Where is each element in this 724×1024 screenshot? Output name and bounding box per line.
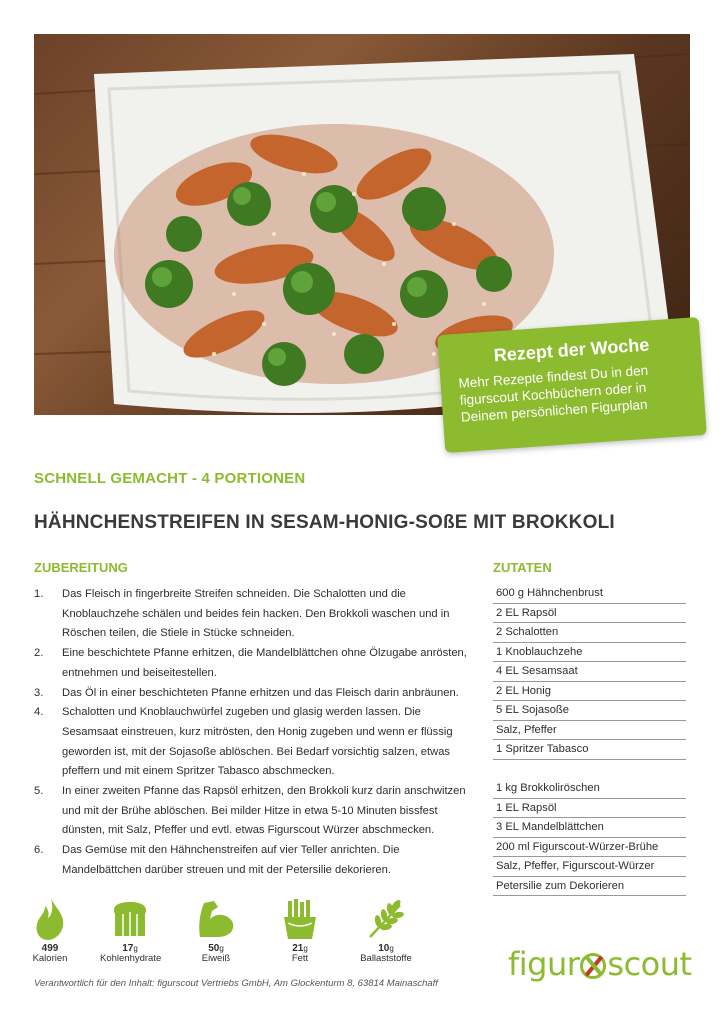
figurscout-logo: figur scout	[508, 945, 692, 983]
ingredient-item: 2 EL Honig	[493, 682, 686, 702]
flame-icon	[20, 897, 80, 941]
ingredient-item: 4 EL Sesamsaat	[493, 662, 686, 682]
nutrition-label: Kalorien	[32, 953, 68, 964]
ingredient-item: 2 Schalotten	[493, 623, 686, 643]
badge-title: Rezept der Woche	[493, 334, 650, 366]
fries-icon	[270, 897, 330, 941]
step-text: Das Fleisch in fingerbreite Streifen schneiden. Die Schalotten und die Knoblauchzehe schälen und beides fein hacken. Den Brokkoli waschen und in Röschen teilen, die Stiele in Stücke schneiden.	[62, 588, 450, 640]
step-text: Das Gemüse mit den Hähnchenstreifen auf vier Teller anrichten. Die Mandelbättchen darüber streuen und mit der Petersilie dekorieren.	[62, 844, 400, 876]
ingredients-heading: ZUTATEN	[493, 560, 552, 575]
nutrition-label: Fett	[291, 953, 309, 964]
step-text: Das Öl in einer beschichteten Pfanne erhitzen und das Fleisch darin anbräunen.	[62, 686, 459, 699]
badge-text: Mehr Rezepte findest Du in den figurscout Kochbüchern oder in Deinem persönlichen Figurplan	[458, 362, 649, 425]
logo-mark-icon	[580, 953, 606, 979]
ingredient-item: 600 g Hähnchenbrust	[493, 584, 686, 604]
nutrition-label: Kohlenhydrate	[100, 953, 162, 964]
nutrition-carbs: 17g Kohlenhydrate	[100, 897, 160, 964]
recipe-of-the-week-badge	[437, 317, 707, 453]
ingredient-item: 3 EL Mandelblättchen	[493, 818, 686, 838]
footer-imprint: Verantwortlich für den Inhalt: figurscout Vertriebs GmbH, Am Glockenturm 8, 63814 Mainaschaff	[34, 978, 438, 989]
nutrition-label: Ballaststoffe	[360, 953, 412, 964]
nutrition-calories: 499 Kalorien	[20, 897, 80, 964]
ingredient-item: 200 ml Figurscout-Würzer-Brühe	[493, 838, 686, 858]
preparation-steps	[34, 585, 474, 881]
nutrition-label: Eiweiß	[201, 953, 231, 964]
ingredient-gap	[493, 760, 686, 780]
ingredient-item: 1 kg Brokkoliröschen	[493, 779, 686, 799]
ingredient-item: 1 Knoblauchzehe	[493, 643, 686, 663]
ingredient-item: 2 EL Rapsöl	[493, 604, 686, 624]
wheat-icon	[356, 897, 416, 941]
ingredient-item: Petersilie zum Dekorieren	[493, 877, 686, 897]
bicep-icon	[186, 897, 246, 941]
nutrition-protein: 50g Eiweiß	[186, 897, 246, 964]
step-item: 3. Das Öl in einer beschichteten Pfanne erhitzen und das Fleisch darin anbräunen.	[34, 686, 459, 699]
step-text: Schalotten und Knoblauchwürfel zugeben und glasig werden lassen. Die Sesamsaat einstreuen, kurz mitrösten, den Honig zugeben und wenn er flüssig geworden ist, mit der Sojasoße ablöschen. Bei Bedarf vorsichtig salzen, etwas pfeffern und mit einem Spritzer Tabasco abschmecken.	[62, 706, 453, 778]
step-item: 2. Eine beschichtete Pfanne erhitzen, die Mandelblättchen ohne Ölzugabe anrösten, entnehmen und beiseitestellen.	[34, 647, 467, 679]
step-text: In einer zweiten Pfanne das Rapsöl erhitzen, den Brokkoli kurz darin anschwitzen und mit der Brühe ablöschen. Bei milder Hitze in etwa 5-10 Minuten bissfest dünsten, mit Salz, Pfeffer und evtl. etwas Figurscout Würzer abschmecken.	[62, 785, 466, 837]
ingredient-item: 5 EL Sojasoße	[493, 701, 686, 721]
step-item: 5. In einer zweiten Pfanne das Rapsöl erhitzen, den Brokkoli kurz darin anschwitzen und mit der Brühe ablöschen. Bei milder Hitze in etwa 5-10 Minuten bissfest dünsten, mit Salz, Pfeffer und evtl. etwas Figurscout Würzer abschmecken.	[34, 785, 466, 837]
step-text: Eine beschichtete Pfanne erhitzen, die Mandelblättchen ohne Ölzugabe anrösten, entnehmen und beiseitestellen.	[62, 647, 467, 679]
nutrition-fiber: 10g Ballaststoffe	[356, 897, 416, 964]
recipe-title: HÄHNCHENSTREIFEN IN SESAM-HONIG-SOßE MIT BROKKOLI	[34, 512, 615, 533]
preparation-heading: ZUBEREITUNG	[34, 560, 128, 575]
step-item: 6. Das Gemüse mit den Hähnchenstreifen auf vier Teller anrichten. Die Mandelbättchen darüber streuen und mit der Petersilie dekorieren.	[34, 844, 400, 876]
ingredient-item: Salz, Pfeffer, Figurscout-Würzer	[493, 857, 686, 877]
step-item: 4. Schalotten und Knoblauchwürfel zugeben und glasig werden lassen. Die Sesamsaat einstreuen, kurz mitrösten, den Honig zugeben und wenn er flüssig geworden ist, mit der Sojasoße ablöschen. Bei Bedarf vorsichtig salzen, etwas pfeffern und mit einem Spritzer Tabasco abschmecken.	[34, 706, 453, 778]
nutrition-fat: 21g Fett	[270, 897, 330, 964]
step-item: 1. Das Fleisch in fingerbreite Streifen schneiden. Die Schalotten und die Knoblauchzehe schälen und beides fein hacken. Den Brokkoli waschen und in Röschen teilen, die Stiele in Stücke schneiden.	[34, 588, 450, 640]
ingredient-item: 1 Spritzer Tabasco	[493, 740, 686, 760]
bread-icon	[100, 897, 160, 941]
ingredient-item: Salz, Pfeffer	[493, 721, 686, 741]
ingredients-list	[493, 584, 686, 896]
ingredient-item: 1 EL Rapsöl	[493, 799, 686, 819]
recipe-kicker: SCHNELL GEMACHT - 4 PORTIONEN	[34, 470, 306, 487]
